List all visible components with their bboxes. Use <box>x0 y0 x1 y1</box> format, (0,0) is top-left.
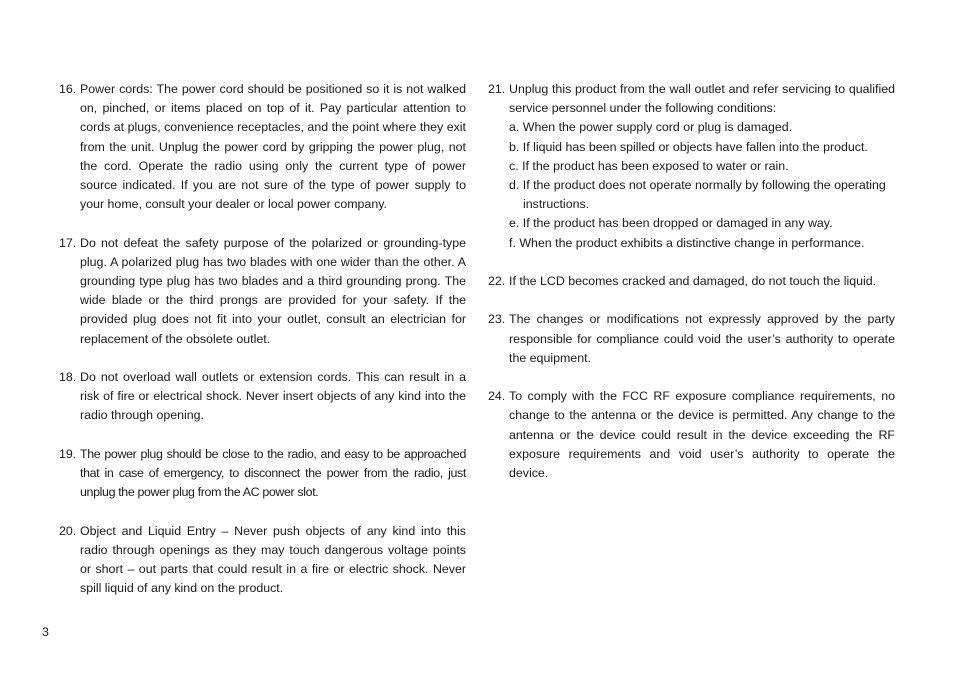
left-column <box>59 80 466 618</box>
item-number: 22. <box>488 274 506 289</box>
list-item-23 <box>488 310 895 368</box>
item-text: The changes or modifications not expressly approved by the party responsible for compliance could void the user’s authority to operate the equipment. <box>509 312 895 365</box>
condition-c: c. If the product has been exposed to water or rain. <box>509 158 789 173</box>
item-number: 16. <box>59 82 77 96</box>
list-item-19 <box>59 445 466 503</box>
condition-a: a. When the power supply cord or plug is damaged. <box>509 120 793 135</box>
list-item-22 <box>488 272 895 291</box>
item-text: Do not defeat the safety purpose of the polarized or grounding-type plug. A polarized plug has two blades with one wider than the other. A grounding type plug has two blades and a third grounding prong. The wide blade or the third prongs are provided for your safety. If the provided plug does not fit into your outlet, consult an electrician for replacement of the obsolete outlet. <box>80 235 466 346</box>
item-text: Power cords: The power cord should be positioned so it is not walked on, pinched, or items placed on top of it. Pay particular attention to cords at plugs, convenience receptacles, and the point where they exit from the unit. Unplug the power cord by gripping the power plug, not the cord. Operate the radio using only the current type of power source indicated. If you are not sure of the type of power supply to your home, consult your dealer or local power company. <box>80 82 466 212</box>
right-column <box>488 80 895 502</box>
item-number: 20. <box>59 523 77 538</box>
list-item-21 <box>488 80 895 253</box>
list-item-20 <box>59 522 466 599</box>
list-item-24 <box>488 387 895 483</box>
list-item-18 <box>59 368 466 426</box>
item-text: If the LCD becomes cracked and damaged, do not touch the liquid. <box>509 274 877 289</box>
condition-b: b. If liquid has been spilled or objects have fallen into the product. <box>509 139 868 154</box>
item-number: 21. <box>488 82 506 96</box>
item-number: 18. <box>59 370 77 385</box>
condition-e: e. If the product has been dropped or damaged in any way. <box>509 216 833 231</box>
item-number: 17. <box>59 235 77 250</box>
item-text: The power plug should be close to the radio, and easy to be approached that in case of emergency, to disconnect the power from the radio, just unplug the power plug from the AC power slot. <box>80 446 466 500</box>
item-number: 19. <box>59 446 77 461</box>
list-item-17 <box>59 234 466 349</box>
item-number: 24. <box>488 389 506 404</box>
condition-d: d. If the product does not operate normally by following the operating instructions. <box>509 178 886 212</box>
item-text: Object and Liquid Entry – Never push objects of any kind into this radio through openings as they may touch dangerous voltage points or short – out parts that could result in a fire or electric shock. Never spill liquid of any kind on the product. <box>80 523 466 596</box>
item-text: To comply with the FCC RF exposure compliance requirements, no change to the antenna or the device is permitted. Any change to the antenna or the device could result in the device exceeding the RF exposure requirements and void user’s authority to operate the device. <box>509 389 895 481</box>
item-text: Do not overload wall outlets or extension cords. This can result in a risk of fire or electrical shock. Never insert objects of any kind into the radio through opening. <box>80 370 466 423</box>
item-text: Unplug this product from the wall outlet and refer servicing to qualified service personnel under the following conditions: <box>509 82 895 116</box>
item-number: 23. <box>488 312 506 327</box>
page-number: 3 <box>42 625 49 639</box>
condition-f: f. When the product exhibits a distinctive change in performance. <box>509 235 865 250</box>
list-item-16 <box>59 80 466 214</box>
